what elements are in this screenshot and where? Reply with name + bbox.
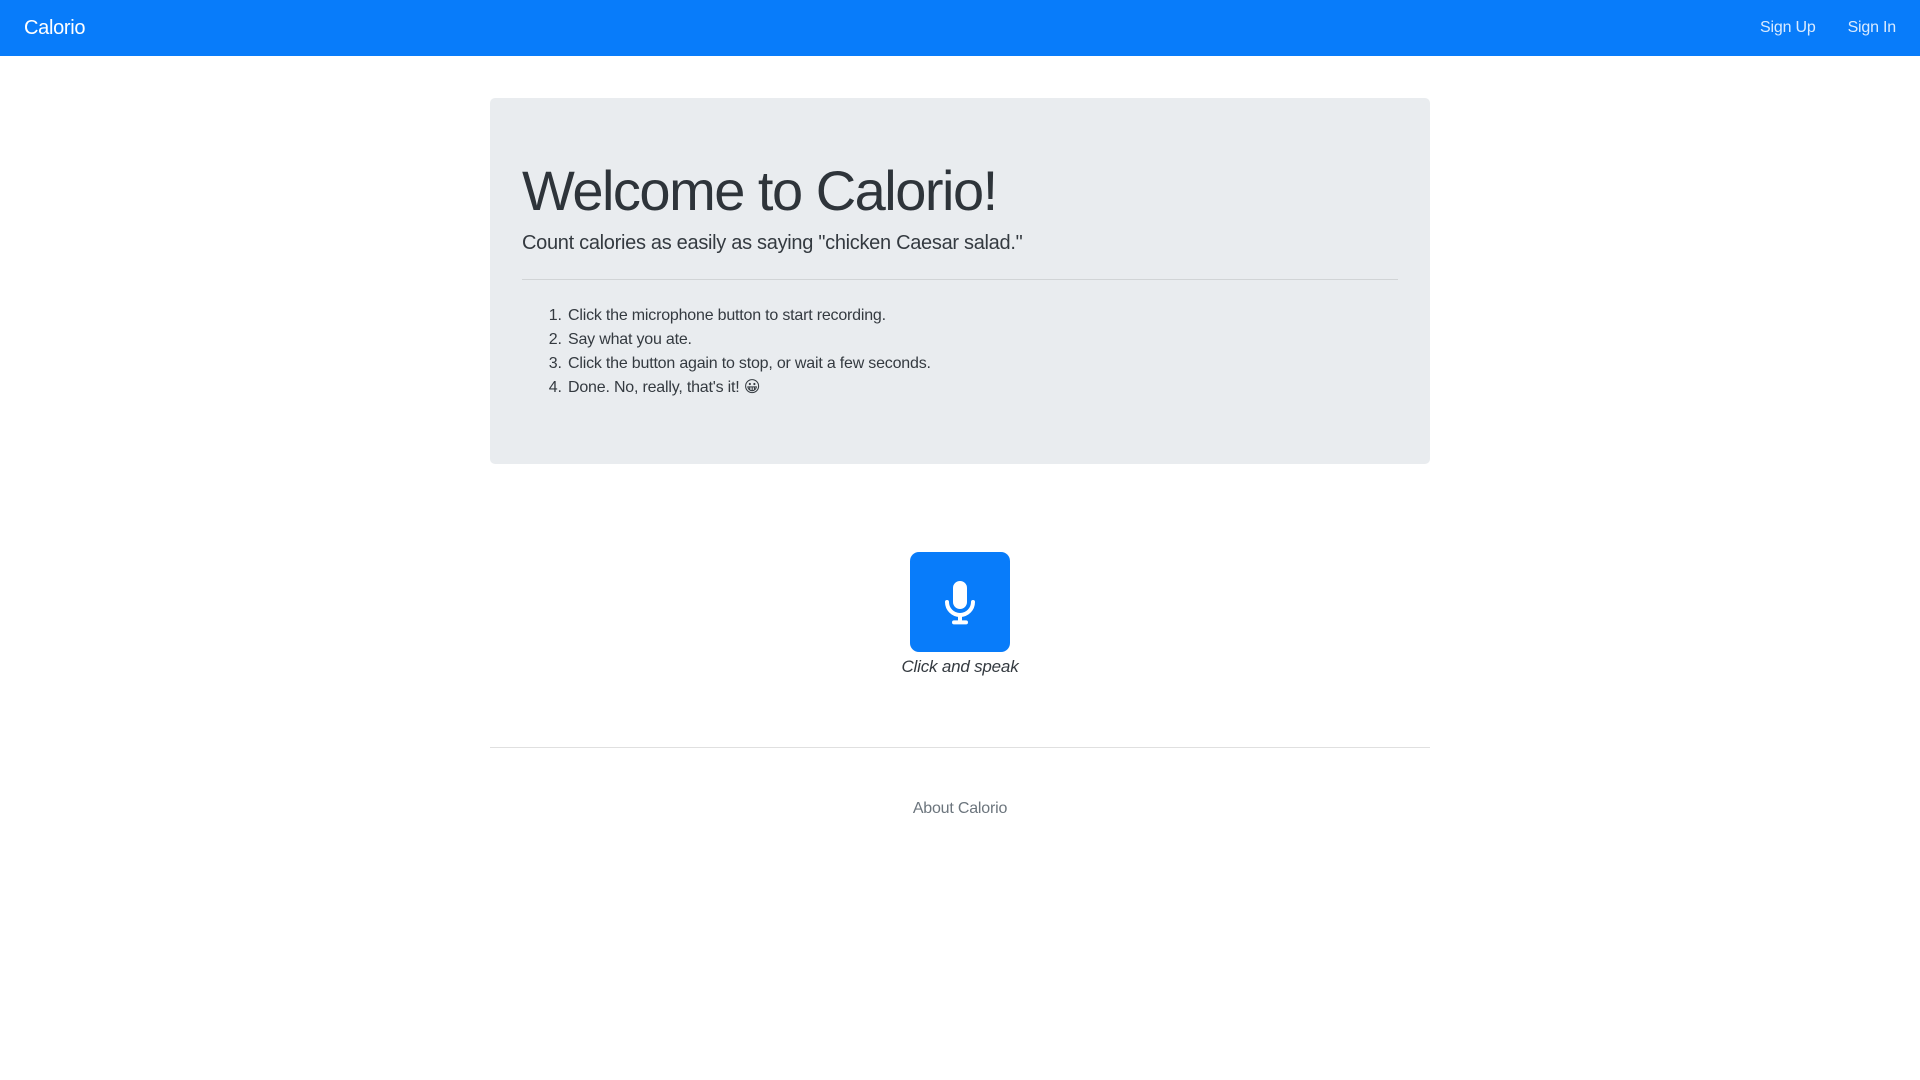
welcome-card	[490, 98, 1430, 464]
navbar	[0, 0, 1920, 56]
instruction-step-1: 1. Click the microphone button to start recording.	[566, 304, 1398, 328]
nav-link-sign-in[interactable]: Sign In	[1847, 19, 1896, 36]
page-title: Welcome to Calorio!	[522, 159, 997, 222]
navbar-brand[interactable]: Calorio	[24, 16, 86, 39]
nav-link-sign-up[interactable]: Sign Up	[1760, 19, 1816, 36]
instruction-step-3: 3. Click the button again to stop, or wait a few seconds.	[566, 352, 1398, 376]
about-link[interactable]: About Calorio	[912, 799, 1008, 817]
navbar-links	[1728, 19, 1896, 37]
card-divider	[522, 279, 1398, 280]
microphone-icon	[936, 578, 984, 626]
tagline: Count calories as easily as saying "chicken Caesar salad."	[522, 231, 1023, 254]
footer	[490, 748, 1430, 848]
recorder-section	[490, 552, 1430, 677]
record-button[interactable]	[910, 552, 1010, 652]
instructions-list	[522, 304, 1398, 400]
main-container	[490, 98, 1430, 848]
instruction-step-2: 2. Say what you ate.	[566, 328, 1398, 352]
instruction-step-4: 4. Done. No, really, that's it! 😀	[566, 376, 1398, 400]
record-caption: Click and speak	[901, 656, 1019, 676]
